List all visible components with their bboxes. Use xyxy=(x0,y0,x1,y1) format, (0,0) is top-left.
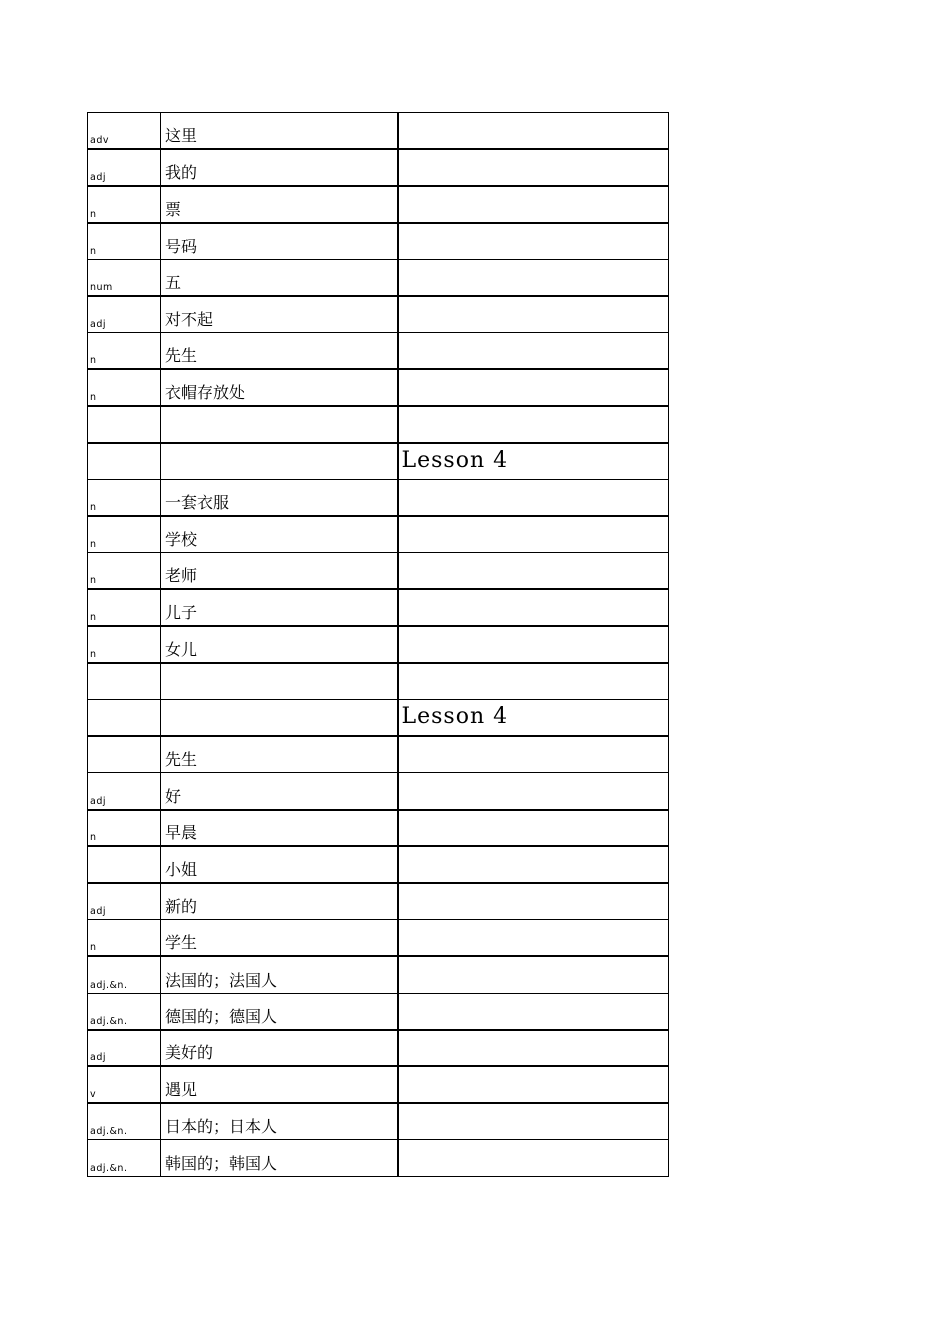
table-row xyxy=(88,443,669,480)
table-row xyxy=(88,113,669,150)
word-cell[interactable] xyxy=(398,149,669,186)
meaning-cell[interactable] xyxy=(161,956,398,993)
pos-cell[interactable] xyxy=(88,663,161,700)
pos-cell[interactable] xyxy=(88,516,161,553)
part-of-speech: n xyxy=(90,612,97,624)
word-cell[interactable] xyxy=(398,259,669,296)
lesson-heading xyxy=(399,436,669,442)
meaning-cell[interactable] xyxy=(161,736,398,773)
pos-cell[interactable] xyxy=(88,1103,161,1140)
chinese-meaning: 号码 xyxy=(165,236,198,256)
pos-cell[interactable] xyxy=(88,956,161,993)
pos-cell[interactable] xyxy=(88,700,161,737)
chinese-meaning: 女儿 xyxy=(165,639,198,659)
word-cell[interactable] xyxy=(398,223,669,260)
word-cell[interactable] xyxy=(398,1030,669,1067)
part-of-speech: adj.&n. xyxy=(90,1126,128,1138)
chinese-meaning: 美好的 xyxy=(165,1043,214,1063)
lesson-heading xyxy=(399,216,669,222)
part-of-speech: adj.&n. xyxy=(90,1162,128,1174)
part-of-speech xyxy=(88,880,160,882)
chinese-meaning xyxy=(161,733,397,735)
meaning-cell[interactable] xyxy=(161,846,398,883)
meaning-cell[interactable] xyxy=(161,810,398,847)
chinese-meaning: 新的 xyxy=(165,897,198,917)
table-row xyxy=(88,553,669,590)
meaning-cell[interactable] xyxy=(161,149,398,186)
part-of-speech: n xyxy=(90,648,97,660)
part-of-speech: adj.&n. xyxy=(90,1015,128,1027)
pos-cell[interactable] xyxy=(88,626,161,663)
word-cell[interactable] xyxy=(398,956,669,993)
meaning-cell[interactable] xyxy=(161,663,398,700)
meaning-cell[interactable] xyxy=(161,296,398,333)
word-cell[interactable] xyxy=(398,296,669,333)
lesson-heading xyxy=(399,656,669,662)
table-row xyxy=(88,773,669,810)
lesson-heading xyxy=(399,987,669,993)
table-row xyxy=(88,700,669,737)
pos-cell[interactable] xyxy=(88,149,161,186)
chinese-meaning: 票 xyxy=(165,199,182,219)
word-cell[interactable] xyxy=(398,553,669,590)
chinese-meaning: 日本的；日本人 xyxy=(165,1117,278,1137)
chinese-meaning: 小姐 xyxy=(165,859,198,879)
lesson-heading: Lesson 4 xyxy=(401,704,509,730)
lesson-heading xyxy=(399,1170,669,1176)
pos-cell[interactable] xyxy=(88,369,161,406)
chinese-meaning: 一套衣服 xyxy=(165,493,230,513)
lesson-heading xyxy=(399,1133,669,1139)
part-of-speech: n xyxy=(90,392,97,403)
pos-cell[interactable] xyxy=(88,589,161,626)
word-cell[interactable] xyxy=(398,333,669,370)
meaning-cell[interactable] xyxy=(161,1030,398,1067)
word-cell[interactable] xyxy=(398,1103,669,1140)
pos-cell[interactable] xyxy=(88,1140,161,1177)
chinese-meaning: 我的 xyxy=(165,162,198,182)
lesson-heading xyxy=(399,546,669,552)
word-cell[interactable] xyxy=(398,479,669,516)
meaning-cell[interactable] xyxy=(161,479,398,516)
chinese-meaning: 先生 xyxy=(165,346,198,366)
pos-cell[interactable] xyxy=(88,333,161,370)
meaning-cell[interactable] xyxy=(161,993,398,1030)
lesson-heading xyxy=(399,913,669,919)
word-cell[interactable] xyxy=(398,516,669,553)
meaning-cell[interactable] xyxy=(161,553,398,590)
lesson-heading xyxy=(399,253,669,259)
chinese-meaning: 衣帽存放处 xyxy=(165,383,246,402)
table-row xyxy=(88,259,669,296)
meaning-cell[interactable] xyxy=(161,700,398,737)
table-row xyxy=(88,223,669,260)
chinese-meaning: 遇见 xyxy=(165,1080,198,1100)
meaning-cell[interactable] xyxy=(161,516,398,553)
chinese-meaning: 法国的；法国人 xyxy=(165,970,278,990)
meaning-cell[interactable] xyxy=(161,113,398,150)
chinese-meaning: 先生 xyxy=(165,750,198,770)
chinese-meaning: 学生 xyxy=(165,933,198,953)
lesson-heading xyxy=(399,362,669,368)
word-cell[interactable] xyxy=(398,663,669,700)
table-row xyxy=(88,1103,669,1140)
pos-cell[interactable] xyxy=(88,443,161,480)
meaning-cell[interactable] xyxy=(161,186,398,223)
meaning-cell[interactable] xyxy=(161,1066,398,1103)
word-cell[interactable] xyxy=(398,846,669,883)
table-row xyxy=(88,883,669,920)
chinese-meaning: 德国的；德国人 xyxy=(165,1006,278,1026)
part-of-speech xyxy=(88,440,160,442)
meaning-cell[interactable] xyxy=(161,259,398,296)
meaning-cell[interactable] xyxy=(161,626,398,663)
lesson-heading xyxy=(399,582,669,588)
meaning-cell[interactable] xyxy=(161,883,398,920)
part-of-speech: adj xyxy=(90,319,106,331)
part-of-speech: n xyxy=(90,502,97,514)
part-of-speech: n xyxy=(90,539,97,551)
pos-cell[interactable] xyxy=(88,846,161,883)
vocabulary-table-body xyxy=(88,113,669,1177)
meaning-cell[interactable] xyxy=(161,773,398,810)
part-of-speech: adv xyxy=(90,135,109,147)
meaning-cell[interactable] xyxy=(161,1140,398,1177)
chinese-meaning: 早晨 xyxy=(165,823,198,843)
pos-cell[interactable] xyxy=(88,223,161,260)
table-row xyxy=(88,1140,669,1177)
pos-cell[interactable] xyxy=(88,1030,161,1067)
table-row xyxy=(88,1030,669,1067)
vocabulary-sheet xyxy=(87,112,669,1177)
chinese-meaning: 五 xyxy=(165,272,182,292)
part-of-speech xyxy=(88,733,160,735)
chinese-meaning: 这里 xyxy=(165,126,198,146)
pos-cell[interactable] xyxy=(88,553,161,590)
word-cell[interactable] xyxy=(398,810,669,847)
pos-cell[interactable] xyxy=(88,479,161,516)
lesson-heading xyxy=(399,839,669,845)
chinese-meaning xyxy=(161,440,397,442)
part-of-speech: n xyxy=(90,245,97,257)
word-cell[interactable] xyxy=(398,113,669,150)
table-row xyxy=(88,846,669,883)
lesson-heading xyxy=(399,876,669,882)
lesson-heading xyxy=(399,619,669,625)
lesson-heading xyxy=(399,142,669,148)
table-row xyxy=(88,810,669,847)
part-of-speech: adj xyxy=(90,795,106,807)
lesson-heading: Lesson 4 xyxy=(401,447,509,473)
meaning-cell[interactable] xyxy=(161,920,398,957)
meaning-cell[interactable] xyxy=(161,589,398,626)
meaning-cell[interactable] xyxy=(161,1103,398,1140)
table-row xyxy=(88,149,669,186)
table-row xyxy=(88,333,669,370)
meaning-cell[interactable] xyxy=(161,369,398,406)
lesson-heading xyxy=(399,1096,669,1102)
lesson-heading xyxy=(399,289,669,295)
table-row xyxy=(88,956,669,993)
pos-cell[interactable] xyxy=(88,186,161,223)
chinese-meaning: 学校 xyxy=(165,530,198,550)
table-row xyxy=(88,516,669,553)
word-cell[interactable] xyxy=(398,406,669,443)
part-of-speech: n xyxy=(90,355,97,367)
lesson-heading xyxy=(399,326,669,332)
meaning-cell[interactable] xyxy=(161,223,398,260)
part-of-speech: adj.&n. xyxy=(90,979,128,991)
word-cell[interactable] xyxy=(398,700,669,737)
table-row xyxy=(88,736,669,773)
part-of-speech: n xyxy=(90,832,97,844)
chinese-meaning: 对不起 xyxy=(165,310,214,330)
lesson-heading xyxy=(399,399,669,405)
word-cell[interactable] xyxy=(398,443,669,480)
table-row xyxy=(88,589,669,626)
pos-cell[interactable] xyxy=(88,296,161,333)
table-row xyxy=(88,663,669,700)
part-of-speech: n xyxy=(90,575,97,587)
table-row xyxy=(88,369,669,406)
word-cell[interactable] xyxy=(398,736,669,773)
pos-cell[interactable] xyxy=(88,259,161,296)
word-cell[interactable] xyxy=(398,186,669,223)
part-of-speech: adj xyxy=(90,171,106,183)
meaning-cell[interactable] xyxy=(161,406,398,443)
meaning-cell[interactable] xyxy=(161,333,398,370)
meaning-cell[interactable] xyxy=(161,443,398,480)
lesson-heading xyxy=(399,1059,669,1065)
part-of-speech: adj xyxy=(90,1052,106,1064)
chinese-meaning: 好 xyxy=(165,786,182,806)
word-cell[interactable] xyxy=(398,1140,669,1177)
lesson-heading xyxy=(399,693,669,699)
part-of-speech: n xyxy=(90,208,97,220)
part-of-speech: adj xyxy=(90,906,106,918)
word-cell[interactable] xyxy=(398,589,669,626)
part-of-speech: v xyxy=(90,1089,97,1101)
part-of-speech: num xyxy=(90,281,113,293)
lesson-heading xyxy=(399,766,669,772)
word-cell[interactable] xyxy=(398,773,669,810)
chinese-meaning: 儿子 xyxy=(165,603,198,623)
pos-cell[interactable] xyxy=(88,920,161,957)
lesson-heading xyxy=(399,1023,669,1029)
pos-cell[interactable] xyxy=(88,1066,161,1103)
table-row xyxy=(88,186,669,223)
pos-cell[interactable] xyxy=(88,883,161,920)
lesson-heading xyxy=(399,949,669,955)
table-row xyxy=(88,626,669,663)
pos-cell[interactable] xyxy=(88,810,161,847)
table-row xyxy=(88,406,669,443)
lesson-heading xyxy=(399,803,669,809)
pos-cell[interactable] xyxy=(88,773,161,810)
lesson-heading xyxy=(399,179,669,185)
table-row xyxy=(88,479,669,516)
word-cell[interactable] xyxy=(398,1066,669,1103)
chinese-meaning: 老师 xyxy=(165,566,198,586)
word-cell[interactable] xyxy=(398,920,669,957)
pos-cell[interactable] xyxy=(88,113,161,150)
table-row xyxy=(88,920,669,957)
lesson-heading xyxy=(399,509,669,515)
word-cell[interactable] xyxy=(398,883,669,920)
chinese-meaning: 韩国的；韩国人 xyxy=(165,1153,278,1173)
pos-cell[interactable] xyxy=(88,993,161,1030)
part-of-speech: n xyxy=(90,942,97,954)
pos-cell[interactable] xyxy=(88,736,161,773)
table-row xyxy=(88,1066,669,1103)
pos-cell[interactable] xyxy=(88,406,161,443)
word-cell[interactable] xyxy=(398,993,669,1030)
word-cell[interactable] xyxy=(398,369,669,406)
word-cell[interactable] xyxy=(398,626,669,663)
table-row xyxy=(88,993,669,1030)
table-row xyxy=(88,296,669,333)
